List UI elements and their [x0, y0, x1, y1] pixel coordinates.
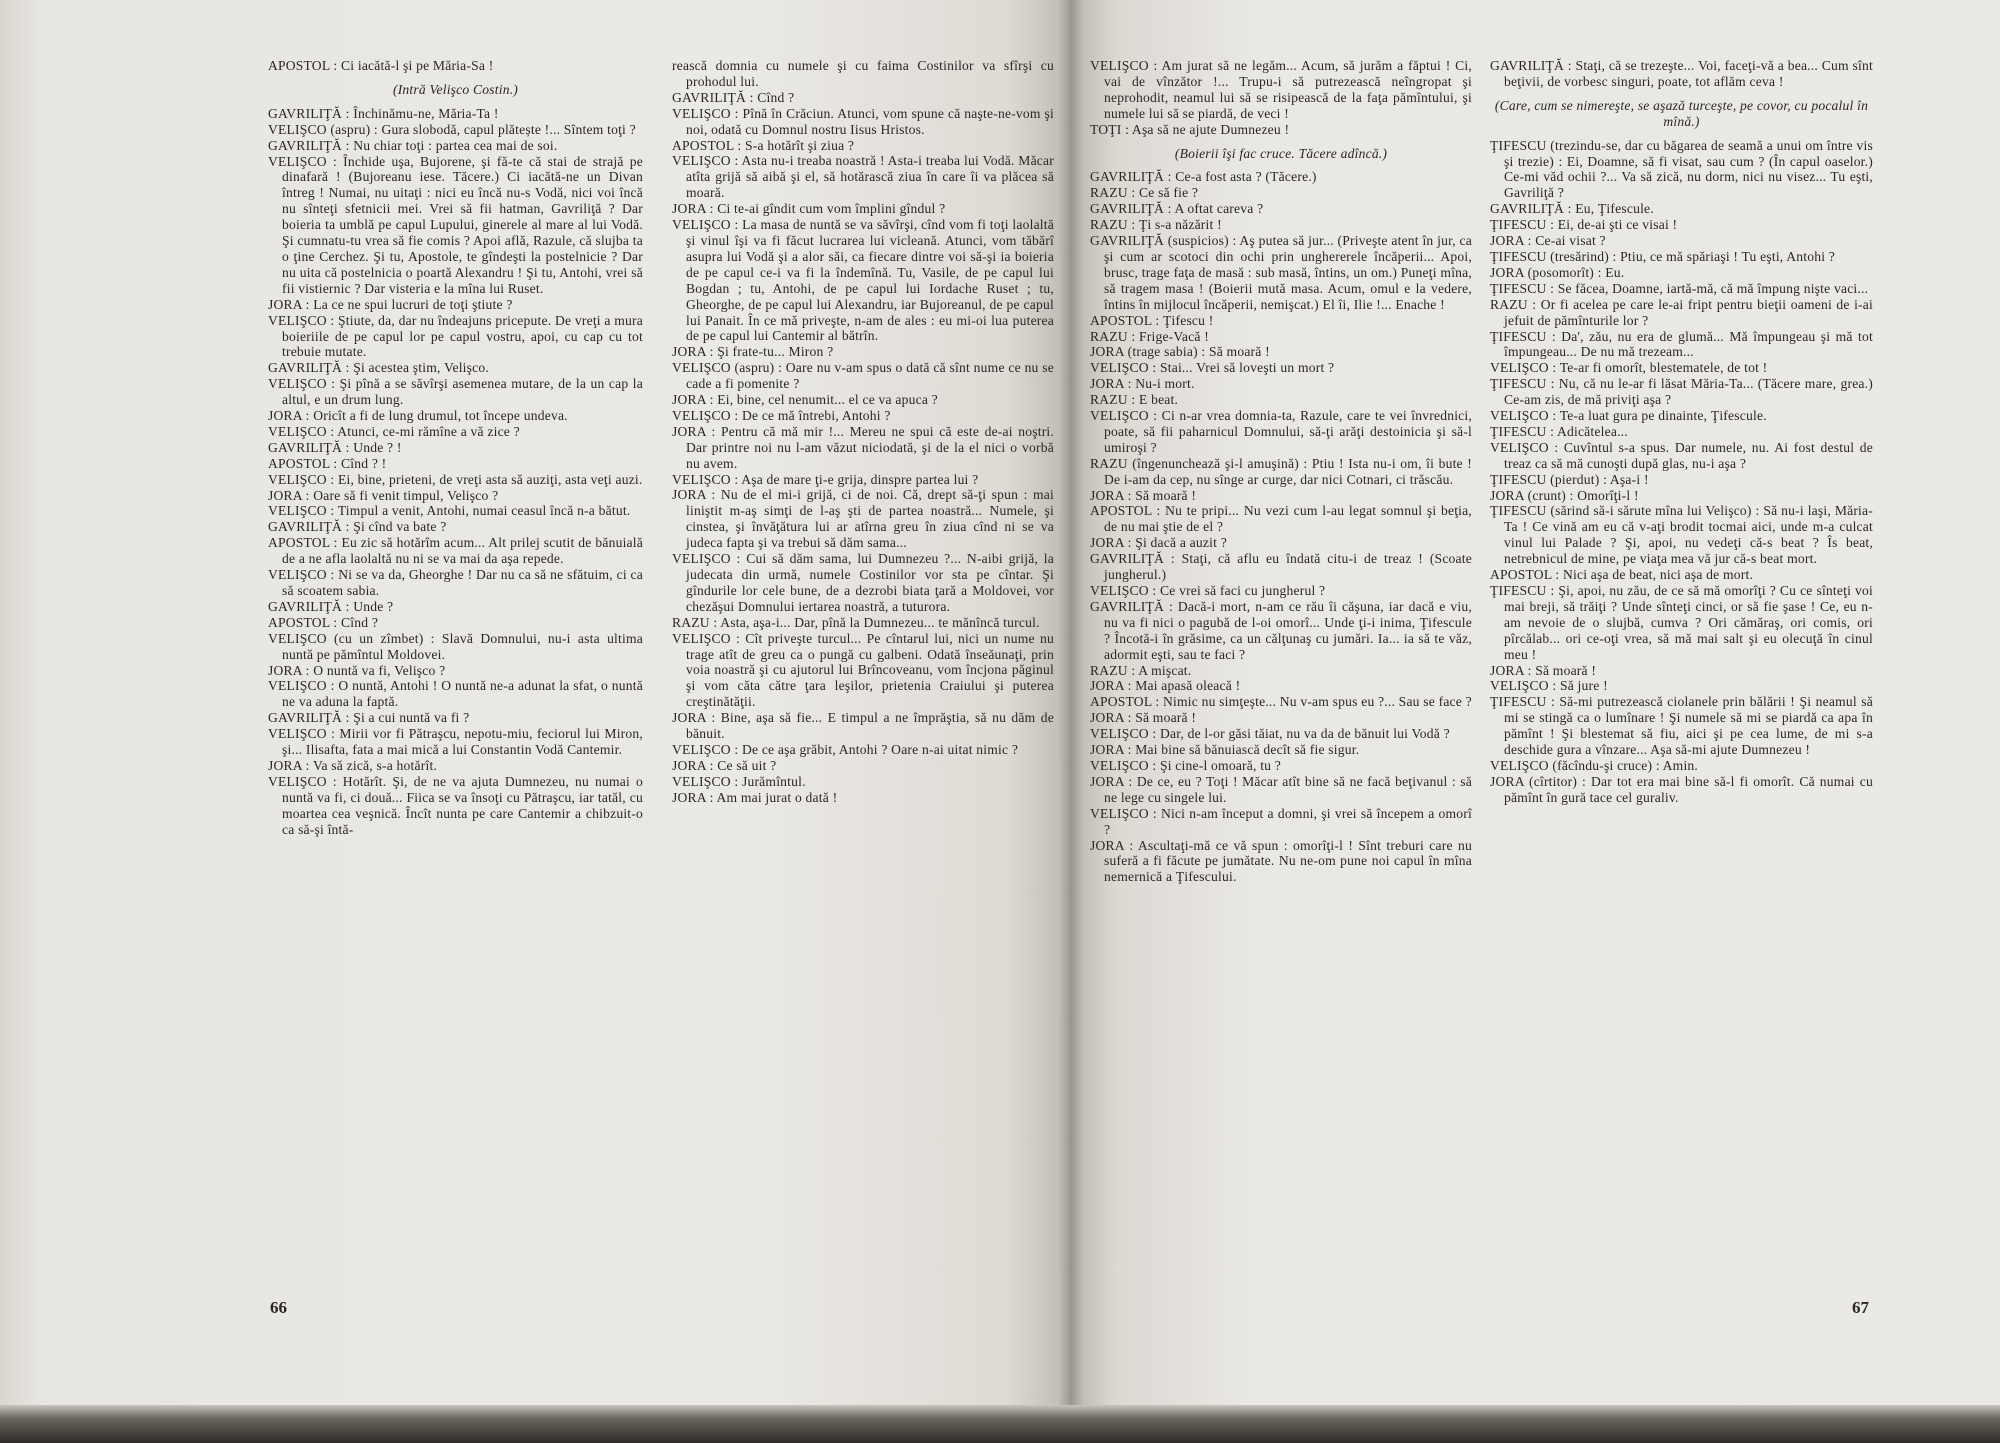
dialogue-line: VELIŞCO : Cuvîntul s-a spus. Dar numele, nu. Ai fost destul de treaz ca să mă cunoşti după glas, nu-i aşa ? [1490, 439, 1873, 471]
dialogue-line: APOSTOL : Cînd ? ! [268, 455, 387, 471]
dialogue-line: VELIŞCO (cu un zîmbet) : Slavă Domnului, nu-i asta ultima nuntă pe pămîntul Moldovei. [268, 630, 643, 662]
dialogue-line: JORA : Să moară ! [1090, 487, 1197, 503]
dialogue-line: VELIŞCO : O nuntă, Antohi ! O nuntă ne-a adunat la sfat, o nuntă ne va aduna la faptă. [268, 678, 643, 710]
dialogue-line: ŢIFESCU : Să-mi putrezească ciolanele prin bălării ! Şi neamul să mi se stingă ca o lumînare ! Şi numele să mi se piardă ca apa în pămînt ! Şi blestemat să fiu, aici şi pe cea lume, de mi s-a deschide gura a vînzare... Aşa să-mi ajute Dumnezeu ! [1490, 694, 1873, 758]
dialogue-line: VELIŞCO : Pînă în Crăciun. Atunci, vom spune că naşte-ne-vom şi noi, odată cu Domnul nostru Iisus Hristos. [672, 105, 1054, 137]
dialogue-line: VELIŞCO : Ştiute, da, dar nu îndeajuns pricepute. De vreţi a mura boieriile de pe capul lor pe capul vostru, apoi, cu cap cu tot trebuie mutate. [268, 312, 643, 360]
dialogue-line: APOSTOL : Ci iacătă-l şi pe Măria-Sa ! [268, 58, 494, 73]
dialogue-line: JORA : Ci te-ai gîndit cum vom împlini gîndul ? [672, 201, 946, 217]
dialogue-line: TOŢI : Aşa să ne ajute Dumnezeu ! [1090, 121, 1290, 137]
dialogue-line: JORA (cîrtitor) : Dar tot era mai bine să-l fi omorît. Că numai cu pămînt în gură tace cel guraliv. [1490, 773, 1873, 805]
dialogue-line: JORA : La ce ne spui lucruri de toţi ştiute ? [268, 296, 513, 312]
dialogue-line: VELIŞCO : Cui să dăm sama, lui Dumnezeu ?... N-aibi grijă, la judecata din urmă, numele Costinilor vor sta pe cîntar. Şi gîndurile lor cele bune, de a dezrobi biata ţară a Moldovei, vor chezăşui Domnului iertarea noastră, a tuturora. [672, 551, 1054, 614]
dialogue-line: GAVRILIŢĂ : Eu, Ţifescule. [1490, 201, 1654, 217]
dialogue-line: JORA (trage sabia) : Să moară ! [1090, 344, 1270, 360]
dialogue-line: GAVRILIŢĂ : Staţi, că aflu eu îndată citu-i de treaz ! (Scoate jungherul.) [1090, 551, 1472, 583]
dialogue-line: JORA : Nu-i mort. [1090, 376, 1195, 392]
dialogue-line: ŢIFESCU : Da', zău, nu era de glumă... Mă împungeau şi mă tot împungeau... De nu mă trezeam... [1490, 328, 1873, 360]
dialogue-line: VELIŞCO : Şi pînă a se săvîrşi asemenea mutare, de la un cap la altul, e un drum lung. [268, 376, 643, 408]
dialogue-line: JORA : Va să zică, s-a hotărît. [268, 757, 438, 773]
stage-direction: (Care, cum se nimereşte, se aşază turceşte, pe covor, cu pocalul în mînă.) [1494, 97, 1869, 129]
dialogue-line: VELIŞCO : Dar, de l-or găsi tăiat, nu va da de bănuit lui Vodă ? [1090, 726, 1450, 742]
dialogue-line: VELIŞCO : Ei, bine, prieteni, de vreţi asta să auziţi, asta veţi auzi. [268, 471, 643, 487]
dialogue-line: JORA (crunt) : Omorîţi-l ! [1490, 487, 1639, 503]
dialogue-line: RAZU : A mişcat. [1090, 662, 1192, 678]
dialogue-line: VELIŞCO : Jurămîntul. [672, 773, 806, 789]
dialogue-line: VELIŞCO : Atunci, ce-mi rămîne a vă zice ? [268, 423, 520, 439]
dialogue-line: ŢIFESCU : Ei, de-ai şti ce visai ! [1490, 217, 1678, 233]
dialogue-line: GAVRILIŢĂ : Ce-a fost asta ? (Tăcere.) [1090, 169, 1317, 185]
dialogue-line: JORA : Mai apasă oleacă ! [1090, 678, 1241, 694]
dialogue-line: VELIŞCO : Să jure ! [1490, 678, 1608, 694]
dialogue-line: JORA : Ei, bine, cel nenumit... el ce va apuca ? [672, 392, 938, 408]
book-bottom-edge [0, 1405, 2000, 1443]
dialogue-line: JORA : Ascultaţi-mă ce vă spun : omorîţi-l ! Sînt treburi care nu suferă a fi făcute pe jumătate. Nu ne-om pune noi capul în mîna nemernică a Ţifescului. [1090, 837, 1472, 885]
dialogue-line: JORA (posomorît) : Eu. [1490, 264, 1625, 280]
dialogue-line: JORA : De ce, eu ? Toţi ! Măcar atît bine să ne facă beţivanul : să ne lege cu singele lui. [1090, 773, 1472, 805]
dialogue-line: VELIŞCO (făcîndu-şi cruce) : Amin. [1490, 757, 1699, 773]
dialogue-line: RAZU : Ţi s-a năzărit ! [1090, 217, 1222, 233]
dialogue-line: JORA : Să moară ! [1490, 662, 1597, 678]
dialogue-line: JORA : Ce să uit ? [672, 757, 777, 773]
dialogue-line: VELIŞCO : Te-ar fi omorît, blestematele, de tot ! [1490, 360, 1768, 376]
dialogue-line: JORA : Ce-ai visat ? [1490, 233, 1606, 249]
book-gutter [1058, 0, 1084, 1405]
dialogue-line: rească domnia cu numele şi cu faima Costinilor va sfîrşi cu prohodul lui. [672, 58, 1054, 89]
dialogue-line: ŢIFESCU : Adicătelea... [1490, 423, 1628, 439]
dialogue-line: VELIŞCO : De ce mă întrebi, Antohi ? [672, 407, 891, 423]
dialogue-line: RAZU (îngenunchează şi-l amuşină) : Ptiu ! Ista nu-i om, îi bute ! De i-am da cep, nu sînge ar curge, dar nici Cotnari, ci trăscău. [1090, 455, 1472, 487]
dialogue-line: VELIŞCO : Timpul a venit, Antohi, numai ceasul încă n-a bătut. [268, 503, 631, 519]
dialogue-line: APOSTOL : Nu te pripi... Nu vezi cum l-au legat somnul şi beţia, de nu mai ştie de el ? [1090, 503, 1472, 535]
dialogue-line: VELIŞCO : Nici n-am început a domni, şi vrei să începem a omorî ? [1090, 805, 1472, 837]
left-page-column-1 [268, 58, 643, 1308]
dialogue-line: APOSTOL : S-a hotărît şi ziua ? [672, 137, 855, 153]
dialogue-line: VELIŞCO : Închide uşa, Bujorene, şi fă-te că stai de strajă pe dinafară ! (Bujoreanu iese. Tăcere.) Ci iacătă-ne un Divan întreg ! Numai, nu uitaţi : nici eu încă nu-s Vodă, nici voi încă nu sînteţi sfetnicii mei. Vrei să fii hatman, Gavriliţă ? Dar boieria ta umblă pe capul Lupului, ginerele al mare al lui Vodă. Şi cumnatu-tu vrea să fie comis ? Apoi află, Razule, că slujba ta o ţine Cerchez. Şi tu, Apostole, te gîndeşti la postelnicie ? Dar nu uita că postelnicia o poartă Alexandru ! Şi tu, Antohi, vrei să fii vistiernic ? Dar visteria e la mîna lui Ruset. [268, 153, 643, 296]
dialogue-line: JORA : Oare să fi venit timpul, Velişco ? [268, 487, 499, 503]
dialogue-line: VELIŞCO (aspru) : Gura slobodă, capul plătește !... Sîntem toţi ? [268, 121, 636, 137]
dialogue-line: VELIŞCO : Ce vrei să faci cu jungherul ? [1090, 583, 1326, 598]
page-number-left: 66 [270, 1298, 287, 1317]
dialogue-line: ŢIFESCU (sărind să-i sărute mîna lui Velişco) : Să nu-i laşi, Măria-Ta ! Ce vină am eu că v-aţi brodit tocmai aici, unde m-a culcat vinul lui Palade ? Şi, apoi, nu vedeţi că-s beat ? Îs beat, netrebnicul de mine, pe viaţa mea vă jur că-s beat mort. [1490, 503, 1873, 567]
dialogue-line: VELIŞCO : Hotărît. Şi, de ne va ajuta Dumnezeu, nu numai o nuntă va fi, ci două... Fiica se va însoţi cu Pătraşcu, iar tatăl, cu moartea cea veşnică. Încît nunta pe care Cantemir a chibzuit-o ca să-şi întă- [268, 773, 643, 837]
dialogue-line: JORA : Să moară ! [1090, 710, 1197, 726]
dialogue-line: VELIŞCO : Am jurat să ne legăm... Acum, să jurăm a făptui ! Ci, vai de vînzător !... Trupu-i să putrezească neîngropat şi neprohodit, neamul lui să se risipească de la faţa pămîntului, şi numele lui să se piardă, de veci ! [1090, 58, 1472, 121]
dialogue-line: GAVRILIŢĂ : Şi a cui nuntă va fi ? [268, 710, 470, 726]
dialogue-line: JORA : Am mai jurat o dată ! [672, 789, 838, 805]
dialogue-line: JORA : Şi dacă a auzit ? [1090, 535, 1227, 551]
stage-direction: (Intră Velişco Costin.) [392, 81, 519, 97]
dialogue-line: VELIŞCO : Mirii vor fi Pătraşcu, nepotu-miu, feciorul lui Miron, şi... Ilisafta, fata a mai mică a lui Constantin Vodă Cantemir. [268, 726, 643, 758]
dialogue-line: GAVRILIŢĂ : Dacă-i mort, n-am ce rău îi căşuna, iar dacă e viu, nu va fi nici o pagubă de l-oi omorî... Unde ţi-i inima, Ţifescule ? Încotă-i în grăsime, ca un călţunaş cu jumări. Ia... ia să te văz, adormit eşti, sau te faci ? [1090, 598, 1472, 662]
page-number-right: 67 [1852, 1298, 1869, 1317]
dialogue-line: APOSTOL : Eu zic să hotărîm acum... Alt prilej scutit de bănuială de a ne afla laolaltă nu ni se va mai da aşa repede. [268, 535, 643, 567]
dialogue-line: GAVRILIŢĂ : Şi cînd va bate ? [268, 519, 447, 535]
dialogue-line: GAVRILIŢĂ : Unde ? [268, 598, 394, 614]
dialogue-line: GAVRILIŢĂ : Şi acestea ştim, Velişco. [268, 360, 489, 376]
right-page-column-2 [1490, 58, 1873, 1308]
dialogue-line: VELIŞCO : Asta nu-i treaba noastră ! Asta-i treaba lui Vodă. Măcar atîta grijă să aibă şi el, să hotărască ziua în care îi va plăcea să moară. [672, 153, 1054, 201]
dialogue-line: GAVRILIŢĂ : Nu chiar toţi : partea cea mai de soi. [268, 137, 558, 153]
dialogue-line: VELIŞCO : Te-a luat gura pe dinainte, Ţifescule. [1490, 408, 1767, 424]
dialogue-line: VELIŞCO : De ce aşa grăbit, Antohi ? Oare n-ai uitat nimic ? [672, 741, 1019, 757]
dialogue-line: VELIŞCO : Stai... Vrei să loveşti un mort ? [1090, 360, 1335, 376]
dialogue-line: ŢIFESCU (tresărind) : Ptiu, ce mă spăriaşi ! Tu eşti, Antohi ? [1490, 248, 1836, 264]
dialogue-line: ŢIFESCU : Nu, că nu le-ar fi lăsat Măria-Ta... (Tăcere mare, grea.) Ce-am zis, de mă priviţi aşa ? [1490, 376, 1873, 408]
dialogue-line: GAVRILIŢĂ : A oftat careva ? [1090, 201, 1264, 217]
dialogue-line: RAZU : Asta, aşa-i... Dar, pînă la Dumnezeu... te mănîncă turcul. [672, 614, 1040, 630]
dialogue-line: RAZU : Or fi acelea pe care le-ai fript pentru bieţii oameni de i-ai jefuit de pămînturile lor ? [1490, 296, 1873, 328]
dialogue-line: VELIŞCO (aspru) : Oare nu v-am spus o dată că sînt nume ce nu se cade a fi pomenite ? [672, 360, 1054, 392]
dialogue-line: RAZU : E beat. [1090, 392, 1179, 408]
dialogue-line: VELIŞCO : Aşa de mare ţi-e grija, dinspre partea lui ? [672, 471, 979, 487]
dialogue-line: VELIŞCO : Şi cine-l omoară, tu ? [1090, 757, 1282, 773]
stage-direction: (Boierii îşi fac cruce. Tăcere adîncă.) [1174, 145, 1388, 161]
dialogue-line: VELIŞCO : La masa de nuntă se va săvîrşi, cînd vom fi toţi laolaltă şi vinul îşi va fi făcut lucrarea lui vicleană. Atunci, vom tăbărî asupra lui Vodă şi a alor săi, ca fiecare dintre voi să-şi ia boieria de pe capul ce-i va fi la îndemînă. Tu, Vasile, de pe capul lui Bogdan ; tu, Antohi, de pe capul lui Iordache Ruset ; tu, Gheorghe, de pe capul lui Alexandru, iar Bujoreanul, de pe capul lui Panait. În ce mă priveşte, n-am de ales : eu mi-oi lua puterea de pe capul lui Cantemir al bătrîn. [672, 217, 1054, 344]
dialogue-line: JORA : Bine, aşa să fie... E timpul a ne împrăştia, să nu dăm de bănuit. [672, 710, 1054, 742]
dialogue-line: GAVRILIŢĂ : Cînd ? [672, 89, 795, 105]
dialogue-line: JORA : Şi frate-tu... Miron ? [672, 344, 834, 360]
dialogue-line: VELIŞCO : Ni se va da, Gheorghe ! Dar nu ca să ne sfătuim, ci ca să scoatem sabia. [268, 567, 643, 598]
dialogue-line: VELIŞCO : Ci n-ar vrea domnia-ta, Razule, care te vei învrednici, poate, să fii paharnicul Domnului, să-ţi arăţi destoinicia şi să-l umiroşi ? [1090, 408, 1472, 455]
dialogue-line: JORA : Mai bine să bănuiască decît să fie sigur. [1090, 742, 1360, 758]
dialogue-line: JORA : Pentru că mă mir !... Mereu ne spui că este de-ai noştri. Dar printre noi nu l-am văzut niciodată, şi de la el nici o vorbă nu avem. [672, 423, 1054, 471]
dialogue-line: ŢIFESCU (pierdut) : Aşa-i ! [1490, 471, 1649, 487]
dialogue-line: RAZU : Frige-Vacă ! [1090, 328, 1209, 344]
left-page-column-2 [672, 58, 1054, 1308]
dialogue-line: GAVRILIŢĂ : Staţi, că se trezeşte... Voi, faceţi-vă a bea... Cum sînt beţivii, de vorbesc singuri, poate, tot aflăm ceva ! [1490, 58, 1873, 89]
dialogue-line: APOSTOL : Nici aşa de beat, nici aşa de mort. [1490, 567, 1754, 583]
dialogue-line: APOSTOL : Nimic nu simţeşte... Nu v-am spus eu ?... Sau se face ? [1090, 694, 1472, 710]
dialogue-line: JORA : O nuntă va fi, Velişco ? [268, 662, 446, 678]
dialogue-line: JORA : Oricît a fi de lung drumul, tot începe undeva. [268, 408, 568, 424]
dialogue-line: RAZU : Ce să fie ? [1090, 185, 1199, 201]
dialogue-line: APOSTOL : Ţifescu ! [1090, 312, 1214, 328]
dialogue-line: GAVRILIŢĂ (suspicios) : Aş putea să jur... (Priveşte atent în jur, ca şi cum ar scotoci din ochi prin unghererele încăperii... Apoi, brusc, trage faţa de masă : sub masă, întins, un om.) Puneţi mîna, să tragem masa ! (Boierii mută masa. Acum, omul e la vedere, întins în mijlocul încăperii, nemişcat.) El îi, Ilie !... Enache ! [1090, 233, 1472, 312]
right-page-column-1 [1090, 58, 1472, 1308]
dialogue-line: JORA : Nu de el mi-i grijă, ci de noi. Că, drept să-ţi spun : mai liniştit m-aş simţi de l-aş şti de partea noastră... Numele, şi cinstea, şi învăţătura lui ar atîrna greu în ziua cînd ni se va judeca fapta şi va trebui să dăm sama... [672, 487, 1054, 551]
dialogue-line: GAVRILIŢĂ : Unde ? ! [268, 439, 402, 455]
dialogue-line: ŢIFESCU : Se făcea, Doamne, iartă-mă, că mă împung nişte vaci... [1490, 280, 1869, 296]
dialogue-line: APOSTOL : Cînd ? [268, 614, 379, 630]
dialogue-line: ŢIFESCU (trezindu-se, dar cu băgarea de seamă a unui om între vis şi trezie) : Ei, Doamne, să fi visat, sau cum ? (În capul oaselor.) Ce-mi văd ochii ?... Va să zică, nu dorm, nici nu visez... Tu eşti, Gavriliţă ? [1490, 137, 1873, 201]
dialogue-line: GAVRILIŢĂ : Închinămu-ne, Măria-Ta ! [268, 105, 499, 121]
dialogue-line: VELIŞCO : Cît priveşte turcul... Pe cîntarul lui, nici un nume nu trage atît de greu ca o pungă cu galbeni. Odată înseăunaţi, prin voia noastră şi cu ajutorul lui Brîncoveanu, vom încjona păginul şi vom căta către ţara leşilor, prietenia Craiului şi puterea creştinătăţii. [672, 630, 1054, 710]
dialogue-line: ŢIFESCU : Şi, apoi, nu zău, de ce să mă omorîţi ? Cu ce sînteţi voi mai breji, să trăiţi ? Unde sînteţi cinci, or să fie şase ! Ce, eu n-am nevoie de o slujbă, cumva ? Ori cămăraş, ori comis, ori pîrcălab... ori ce-oţi vrea, să mă mai salt şi eu olecuţă în cinul meu ! [1490, 583, 1873, 662]
right-page [1070, 0, 2000, 1405]
